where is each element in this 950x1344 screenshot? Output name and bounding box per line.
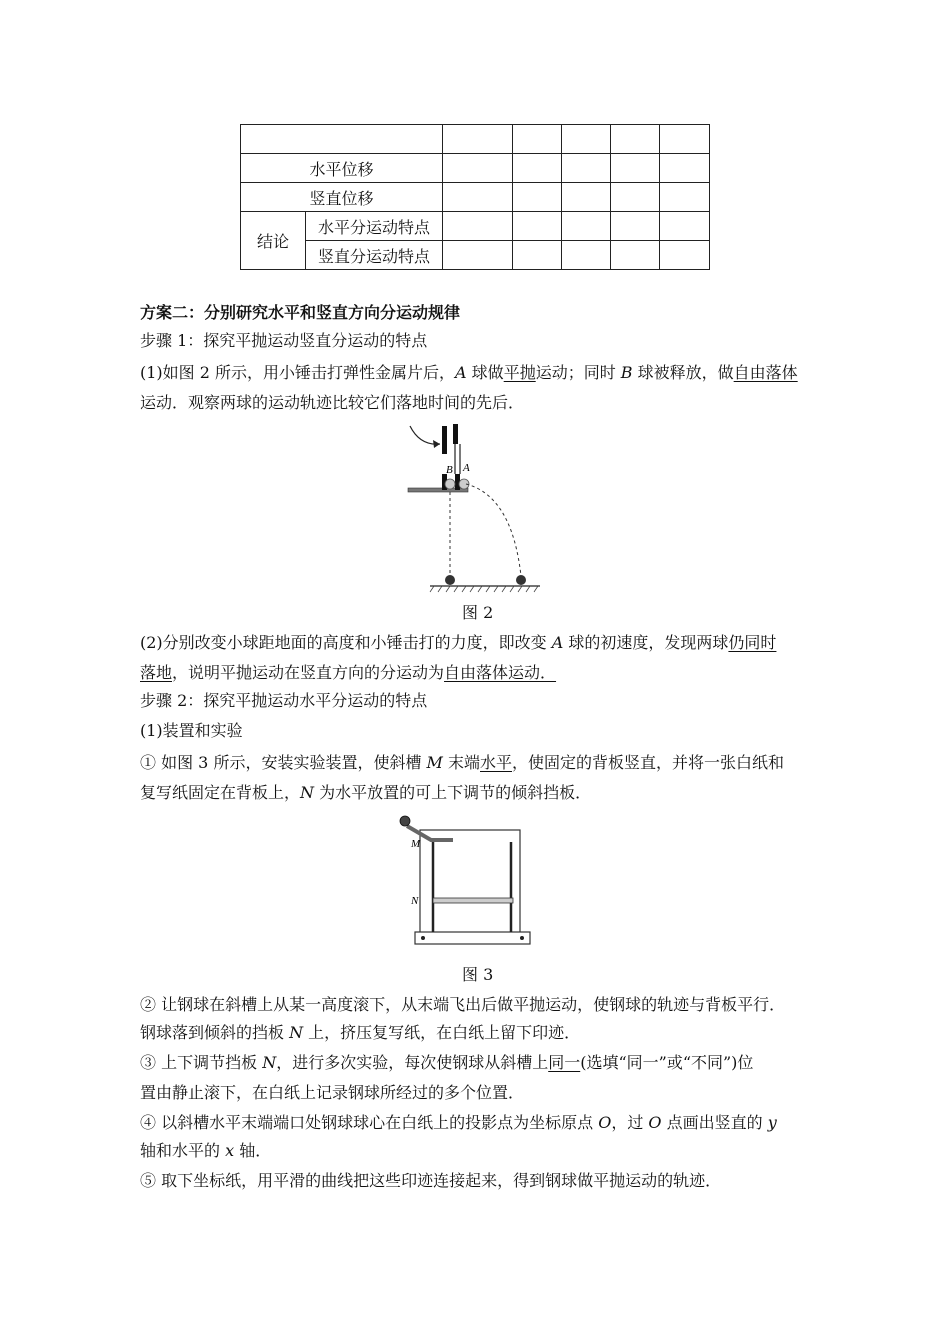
var-O: O <box>598 1113 612 1132</box>
text: 运动；同时 <box>535 363 621 382</box>
table-cell <box>443 125 513 154</box>
text: 球被释放，做 <box>632 363 734 382</box>
text: 复写纸固定在背板上， <box>140 783 301 802</box>
text: ，过 <box>611 1113 649 1132</box>
label-B: B <box>446 464 453 476</box>
step1-paragraph-2 <box>140 632 776 654</box>
var-y: y <box>767 1113 777 1132</box>
table-cell <box>443 183 513 212</box>
arrow-head <box>433 440 440 448</box>
text: 为水平放置的可上下调节的倾斜挡板． <box>314 783 592 802</box>
steel-ball <box>400 816 410 826</box>
base <box>415 932 530 944</box>
table-cell <box>513 154 562 183</box>
step1-paragraph-1-line2: 运动．观察两球的运动轨迹比较它们落地时间的先后． <box>140 393 525 412</box>
backboard <box>420 830 520 940</box>
table-cell <box>660 183 710 212</box>
table-cell <box>660 154 710 183</box>
var-B: B <box>620 363 633 382</box>
table-row <box>241 212 710 241</box>
step1-title: 步骤 1：探究平抛运动竖直分运动的特点 <box>140 331 428 350</box>
step2-item-2-line2 <box>140 1022 580 1044</box>
conclusion-label: 结论 <box>241 212 306 270</box>
table-cell <box>611 241 660 270</box>
label-M: M <box>411 838 421 850</box>
table-cell <box>443 212 513 241</box>
hammer-handle <box>442 426 447 454</box>
text: (1)如图 2 所示，用小锤击打弹性金属片后， <box>140 363 456 382</box>
table-row <box>241 241 710 270</box>
answer-blank: 仍同时 <box>728 633 777 652</box>
table-cell <box>513 241 562 270</box>
text: ① 如图 3 所示，安装实验装置，使斜槽 <box>140 753 427 772</box>
label-A: A <box>463 462 470 474</box>
text: 钢球落到倾斜的挡板 <box>140 1023 290 1042</box>
figure-2-caption: 图 2 <box>462 603 494 622</box>
table-cell <box>513 212 562 241</box>
figure-3-caption: 图 3 <box>462 965 494 984</box>
var-A: A <box>455 363 467 382</box>
parabolic-path <box>466 484 521 576</box>
step2-item-3-line2: 置由静止滚下，在白纸上记录钢球所经过的多个位置． <box>140 1083 525 1102</box>
var-x: x <box>225 1141 235 1160</box>
answer-blank: 同一 <box>548 1053 581 1072</box>
text: (2)分别改变小球距地面的高度和小锤击打的力度，即改变 <box>140 633 552 652</box>
step2-item-4-line2 <box>140 1140 271 1162</box>
figure-3 <box>395 812 545 952</box>
step2-subheading: (1)装置和实验 <box>140 721 243 740</box>
table-cell <box>562 241 611 270</box>
table-row <box>241 154 710 183</box>
data-table <box>240 124 710 270</box>
var-N: N <box>289 1023 304 1042</box>
table-row <box>241 125 710 154</box>
table-cell <box>611 154 660 183</box>
text: 球的初速度，发现两球 <box>563 633 729 652</box>
step2-item-4 <box>140 1112 777 1134</box>
answer-blank: 平抛 <box>503 363 536 382</box>
ball-B <box>445 479 455 489</box>
table-cell <box>611 212 660 241</box>
table-cell <box>660 241 710 270</box>
text: 轴和水平的 <box>140 1141 226 1160</box>
table-cell <box>513 183 562 212</box>
text: 轴． <box>234 1141 272 1160</box>
table-cell <box>660 125 710 154</box>
table-cell <box>660 212 710 241</box>
step1-paragraph-1 <box>140 362 798 384</box>
conclusion-horizontal-label: 水平分运动特点 <box>306 212 443 241</box>
baffle-N <box>433 898 513 903</box>
row-label-horizontal: 水平位移 <box>241 154 443 183</box>
table-cell <box>562 125 611 154</box>
answer-blank: 水平 <box>480 753 513 772</box>
table-cell <box>562 212 611 241</box>
table-cell <box>443 241 513 270</box>
answer-blank: 落地 <box>140 663 173 682</box>
text: 点画出竖直的 <box>661 1113 768 1132</box>
var-N: N <box>262 1053 277 1072</box>
text: ，进行多次实验，每次使钢球从斜槽上 <box>276 1053 549 1072</box>
answer-blank: 自由落体运动． <box>444 663 557 682</box>
table-cell <box>513 125 562 154</box>
var-N: N <box>300 783 315 802</box>
step2-title: 步骤 2：探究平抛运动水平分运动的特点 <box>140 691 428 710</box>
var-A: A <box>551 633 564 652</box>
text: 上，挤压复写纸，在白纸上留下印迹． <box>303 1023 581 1042</box>
step2-item-1 <box>140 752 784 774</box>
text: ，使固定的背板竖直，并将一张白纸和 <box>512 753 785 772</box>
table-row <box>241 183 710 212</box>
step1-paragraph-2-line2 <box>140 662 556 684</box>
table-cell <box>562 154 611 183</box>
row-label-vertical: 竖直位移 <box>241 183 443 212</box>
table-cell <box>562 183 611 212</box>
plan2-heading: 方案二：分别研究水平和竖直方向分运动规律 <box>140 303 461 322</box>
var-M: M <box>426 753 443 772</box>
text: (选填“同一”或“不同”)位 <box>580 1053 754 1072</box>
conclusion-vertical-label: 竖直分运动特点 <box>306 241 443 270</box>
table-cell <box>611 125 660 154</box>
step2-item-3 <box>140 1052 753 1074</box>
table-cell <box>443 154 513 183</box>
table-cell <box>611 183 660 212</box>
text: ③ 上下调节挡板 <box>140 1053 263 1072</box>
table-cell <box>241 125 443 154</box>
text: 球做 <box>466 363 504 382</box>
answer-blank: 自由落体 <box>733 363 798 382</box>
step2-item-2: ② 让钢球在斜槽上从某一高度滚下，从末端飞出后做平抛运动，使钢球的轨迹与背板平行． <box>140 995 786 1014</box>
step2-item-1-line2 <box>140 782 591 804</box>
text: ，说明平抛运动在竖直方向的分运动为 <box>172 663 445 682</box>
step2-item-5: ⑤ 取下坐标纸，用平滑的曲线把这些印迹连接起来，得到钢球做平抛运动的轨迹． <box>140 1171 722 1190</box>
figure-2 <box>400 418 550 594</box>
var-O: O <box>648 1113 662 1132</box>
text: ④ 以斜槽水平末端端口处钢球球心在白纸上的投影点为坐标原点 <box>140 1113 599 1132</box>
label-N: N <box>411 895 419 907</box>
hammer-head <box>453 424 458 444</box>
text: 末端 <box>442 753 481 772</box>
